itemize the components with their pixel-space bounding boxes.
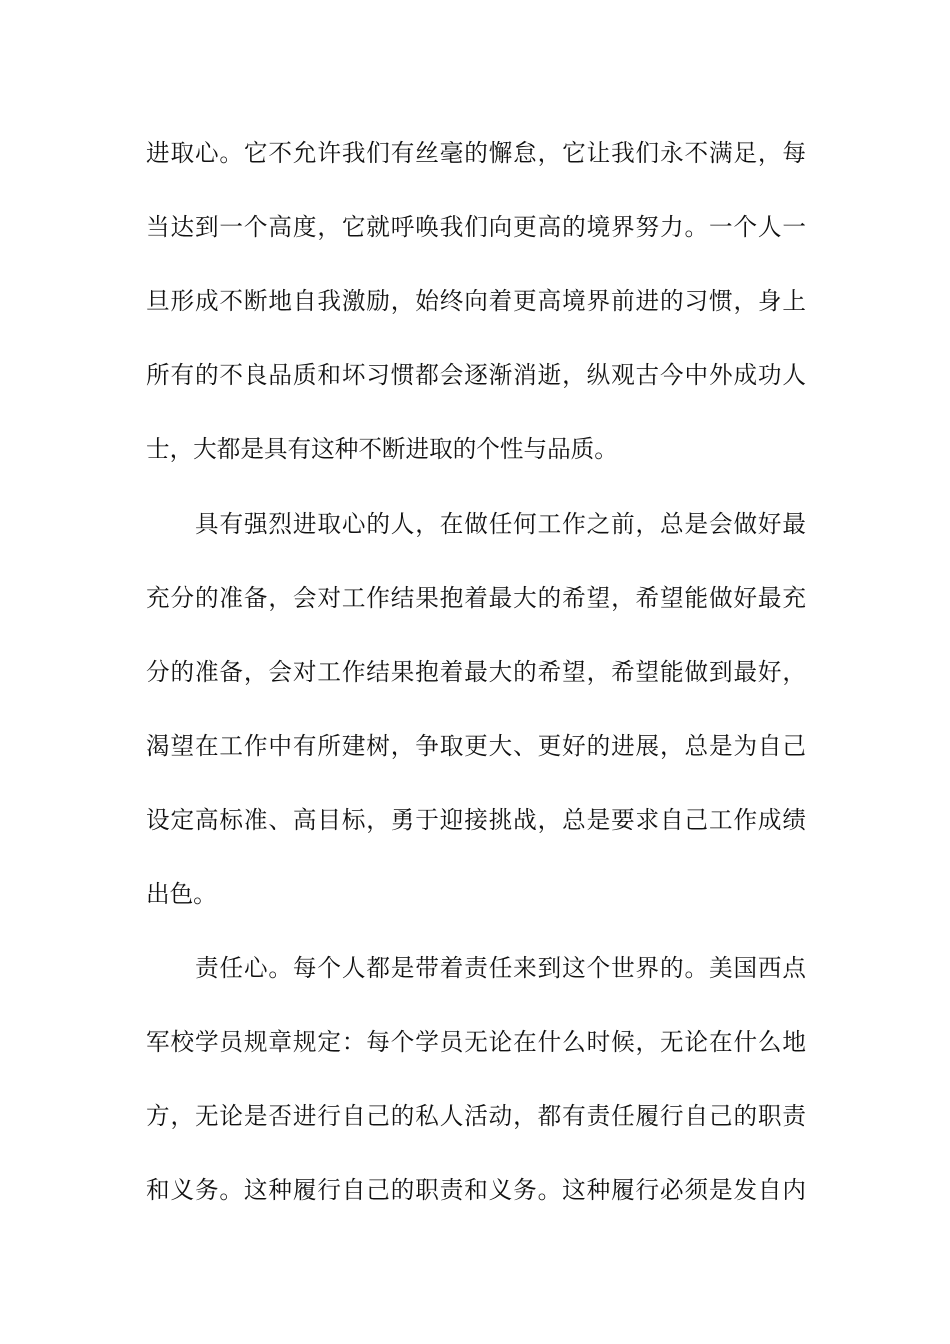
text-line: 渴望在工作中有所建树，争取更大、更好的进展，总是为自己 xyxy=(146,732,806,760)
text-line: 分的准备，会对工作结果抱着最大的希望，希望能做到最好， xyxy=(146,658,806,686)
text-line: 当达到一个高度，它就呼唤我们向更高的境界努力。一个人一 xyxy=(146,213,806,241)
text-line: 责任心。每个人都是带着责任来到这个世界的。美国西点 xyxy=(195,954,806,982)
text-line: 旦形成不断地自我激励，始终向着更高境界前进的习惯，身上 xyxy=(146,287,806,315)
text-line: 出色。 xyxy=(146,880,217,908)
text-line: 所有的不良品质和坏习惯都会逐渐消逝，纵观古今中外成功人 xyxy=(146,361,806,389)
text-line: 具有强烈进取心的人，在做任何工作之前，总是会做好最 xyxy=(195,510,806,538)
text-line: 设定高标准、高目标，勇于迎接挑战，总是要求自己工作成绩 xyxy=(146,806,806,834)
text-line: 士，大都是具有这种不断进取的个性与品质。 xyxy=(146,435,618,463)
text-line: 方，无论是否进行自己的私人活动，都有责任履行自己的职责 xyxy=(146,1102,806,1130)
text-line: 充分的准备，会对工作结果抱着最大的希望，希望能做好最充 xyxy=(146,584,806,612)
text-line: 和义务。这种履行自己的职责和义务。这种履行必须是发自内 xyxy=(146,1176,806,1204)
text-line: 军校学员规章规定：每个学员无论在什么时候，无论在什么地 xyxy=(146,1028,806,1056)
text-line: 进取心。它不允许我们有丝毫的懈怠，它让我们永不满足，每 xyxy=(146,139,806,167)
